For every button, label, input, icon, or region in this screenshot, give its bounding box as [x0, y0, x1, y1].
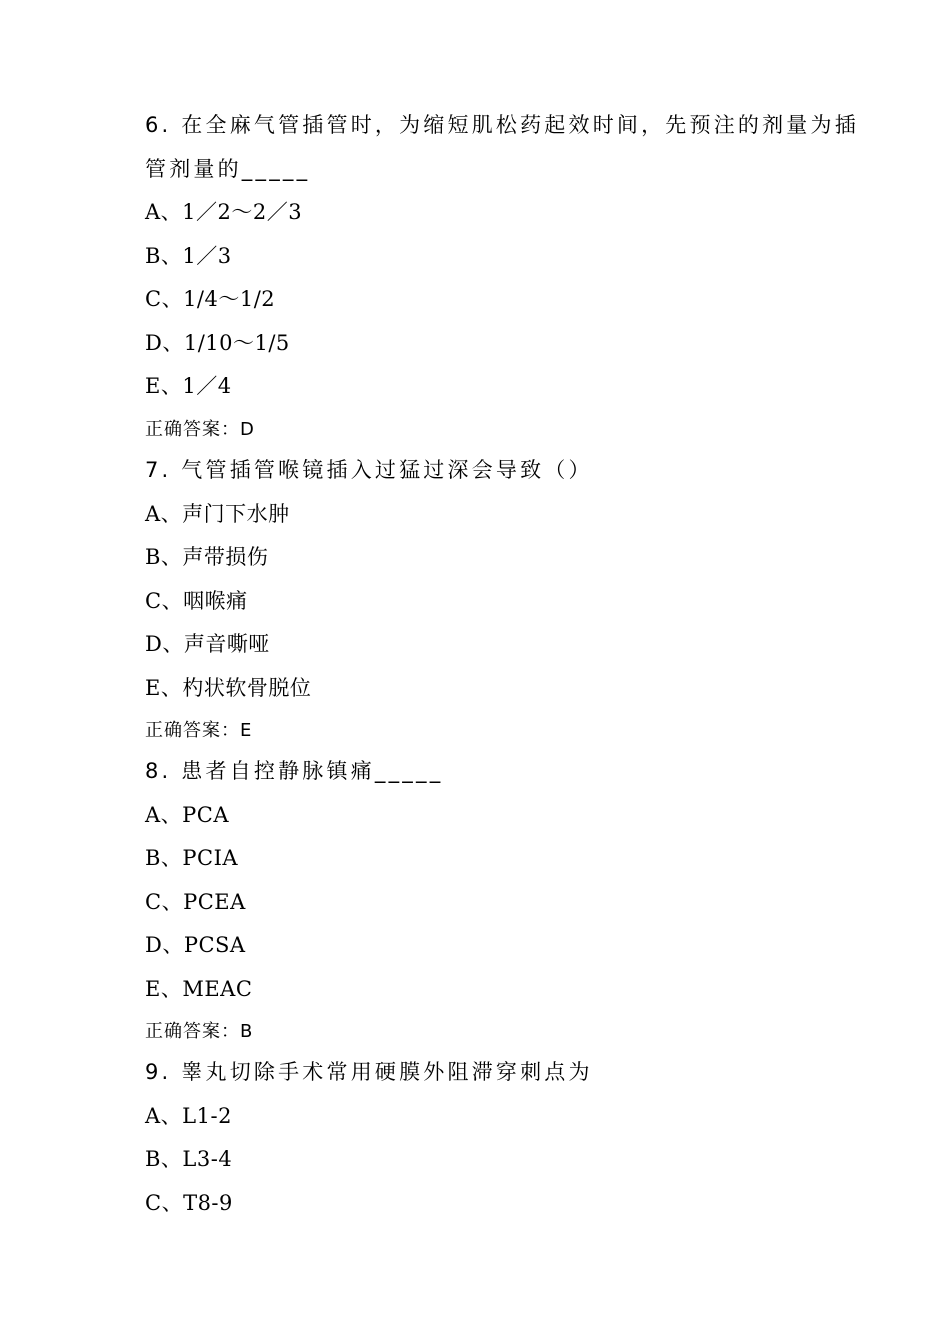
question-9-option-a: A、L1-2	[145, 1104, 232, 1128]
question-9-stem: 9. 睾丸切除手术常用硬膜外阻滞穿刺点为	[145, 1060, 593, 1084]
question-6-option-d: D、1/10～1/5	[145, 331, 290, 355]
question-6-stem-line2: 管剂量的_____	[145, 157, 311, 181]
question-7-option-a: A、声门下水肿	[145, 502, 290, 526]
question-6-option-e: E、1／4	[145, 374, 232, 398]
question-7-option-c: C、咽喉痛	[145, 589, 248, 613]
question-7-option-d: D、声音嘶哑	[145, 632, 270, 656]
question-6-answer: 正确答案：D	[145, 419, 255, 440]
question-7-option-b: B、声带损伤	[145, 545, 269, 569]
question-6-option-a: A、1／2～2／3	[145, 200, 303, 224]
question-7-answer: 正确答案：E	[145, 720, 253, 741]
question-8-option-b: B、PCIA	[145, 846, 239, 870]
question-6-stem-line1: 6. 在全麻气管插管时，为缩短肌松药起效时间，先预注的剂量为插	[145, 113, 859, 137]
question-9-option-b: B、L3-4	[145, 1147, 233, 1171]
question-8-answer: 正确答案：B	[145, 1021, 254, 1042]
question-8-stem: 8. 患者自控静脉镇痛_____	[145, 759, 444, 783]
question-8-option-c: C、PCEA	[145, 890, 246, 914]
question-8-option-e: E、MEAC	[145, 977, 253, 1001]
question-7-option-e: E、杓状软骨脱位	[145, 676, 312, 700]
question-7-stem: 7. 气管插管喉镜插入过猛过深会导致（）	[145, 458, 593, 482]
question-6-option-b: B、1／3	[145, 244, 232, 268]
question-8-option-d: D、PCSA	[145, 933, 246, 957]
question-8-option-a: A、PCA	[145, 803, 230, 827]
question-9-option-c: C、T8-9	[145, 1191, 233, 1215]
question-6-option-c: C、1/4～1/2	[145, 287, 276, 311]
